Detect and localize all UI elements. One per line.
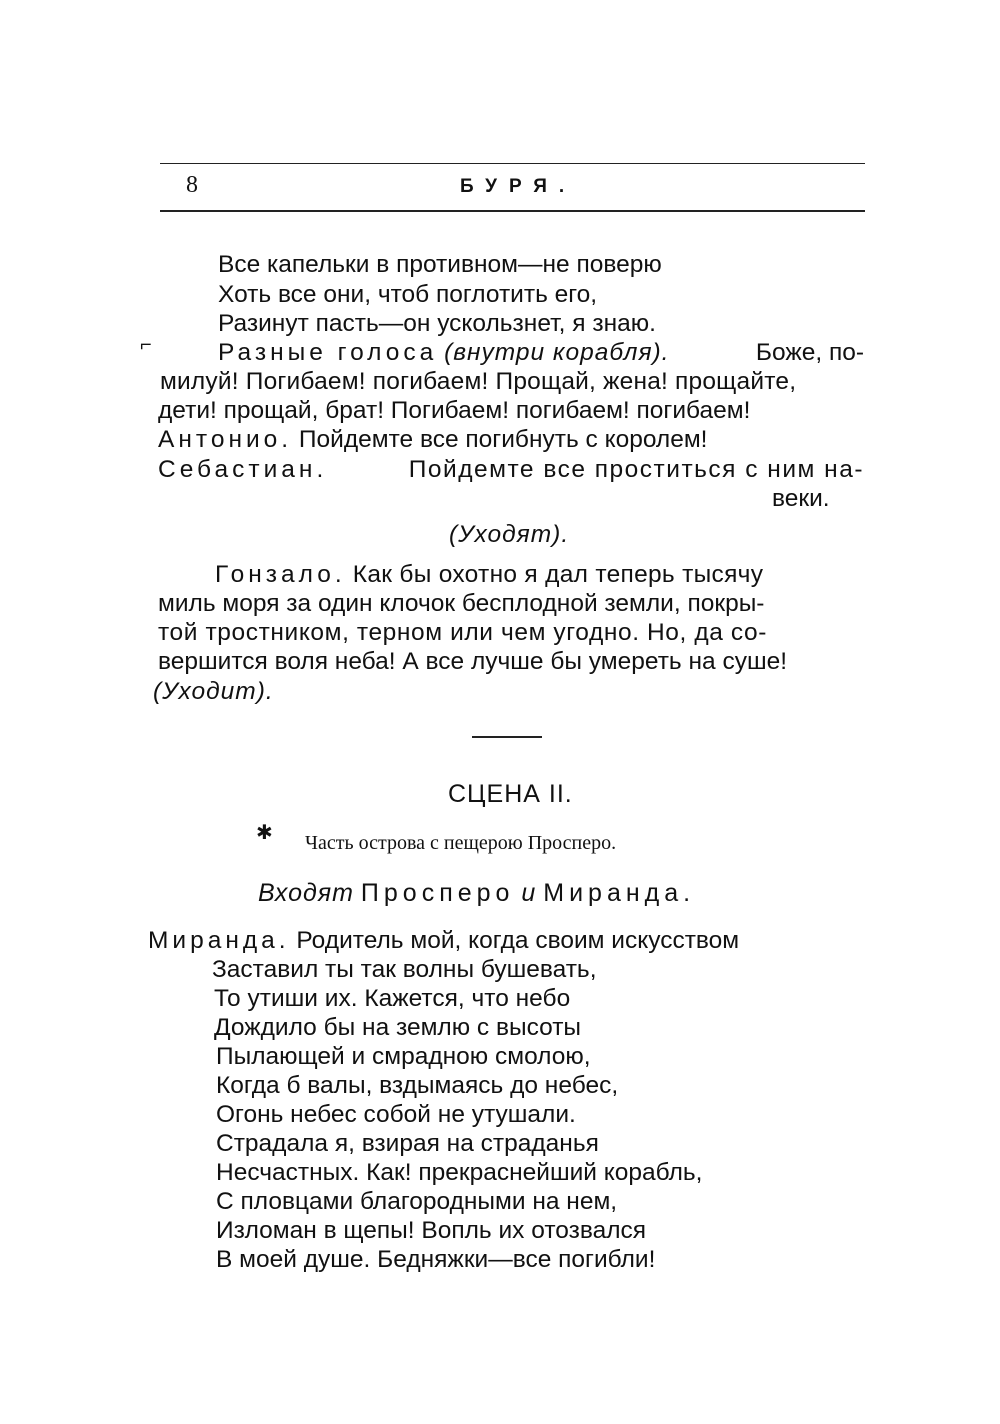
verse-line: С пловцами благородными на нем, — [216, 1188, 618, 1215]
verse-line: Дождило бы на землю с высоты — [214, 1014, 582, 1041]
verse-line: Несчастных. Как! прекраснейший корабль, — [216, 1159, 703, 1186]
speech-text: Пойдемте все проститься с ним на- — [408, 456, 864, 483]
verse-line: Пылающей и смрадною смолою, — [216, 1043, 591, 1070]
stage-direction: (внутри корабля). — [444, 339, 670, 366]
running-title: БУРЯ. — [460, 176, 577, 197]
verse-line: Все капельки в противном—не поверю — [218, 251, 662, 278]
margin-mark: ⌐ — [140, 334, 152, 356]
speaker-name: Разные голоса — [218, 339, 438, 366]
prose-line: миль моря за один клочок бесплодной земли, покры- — [158, 590, 765, 617]
verse-line — [148, 926, 739, 956]
prose-line: дети! прощай, брат! Погибаем! погибаем! погибаем! — [158, 397, 751, 424]
speaker-name: Миранда. — [148, 927, 290, 954]
verse-line: В моей душе. Бедняжки—все погибли! — [216, 1246, 656, 1273]
speaker-name: Гонзало. — [215, 561, 346, 588]
verse-line: Хоть все они, чтоб поглотить его, — [218, 281, 598, 308]
speech-text: Как бы охотно я дал теперь тысячу — [352, 561, 764, 588]
prose-line — [215, 560, 763, 590]
scene-setting: Часть острова с пещерою Просперо. — [305, 832, 617, 854]
conjunction: и — [521, 879, 537, 907]
header-rule-top — [160, 163, 865, 164]
prose-line — [218, 338, 864, 368]
stage-direction: (Уходят). — [449, 521, 570, 548]
prose-line — [158, 455, 864, 485]
speech-text: Боже, по- — [755, 339, 864, 366]
verse-line: Когда б валы, вздымаясь до небес, — [216, 1072, 619, 1099]
prose-line: милуй! Погибаем! погибаем! Прощай, жена! прощайте, — [160, 368, 797, 395]
speaker-name: Себастиан. — [158, 456, 328, 483]
header-rule-bottom — [160, 210, 865, 212]
prose-line: той тростником, терном или чем угодно. Но, да со- — [158, 619, 767, 646]
verse-line: Огонь небес собой не утушали. — [216, 1101, 576, 1128]
prose-line: веки. — [772, 485, 830, 512]
character-name: Миранда. — [543, 879, 696, 907]
verse-line: Страдала я, взирая на страданья — [216, 1130, 599, 1157]
prose-line: вершится воля неба! А все лучше бы умереть на суше! — [158, 648, 788, 675]
enter-verb: Входят — [258, 879, 354, 907]
verse-line: Заставил ты так волны бушевать, — [212, 956, 597, 983]
speaker-name: Антонио. — [158, 426, 293, 453]
speech-text: Пойдемте все погибнуть с королем! — [298, 426, 708, 453]
margin-mark: ✱ — [256, 822, 273, 844]
verse-line: То утиши их. Кажется, что небо — [214, 985, 571, 1012]
section-divider — [472, 736, 542, 738]
scene-title: СЦЕНА II. — [448, 780, 573, 808]
page-number: 8 — [186, 172, 198, 198]
stage-direction-enter — [258, 879, 695, 908]
verse-line: Разинут пасть—он ускользнет, я знаю. — [218, 310, 656, 337]
stage-direction: (Уходит). — [153, 678, 274, 705]
character-name: Просперо — [360, 879, 515, 907]
prose-line — [158, 425, 707, 455]
speech-text: Родитель мой, когда своим искусством — [296, 927, 740, 954]
verse-line: Изломан в щепы! Вопль их отозвался — [216, 1217, 647, 1244]
